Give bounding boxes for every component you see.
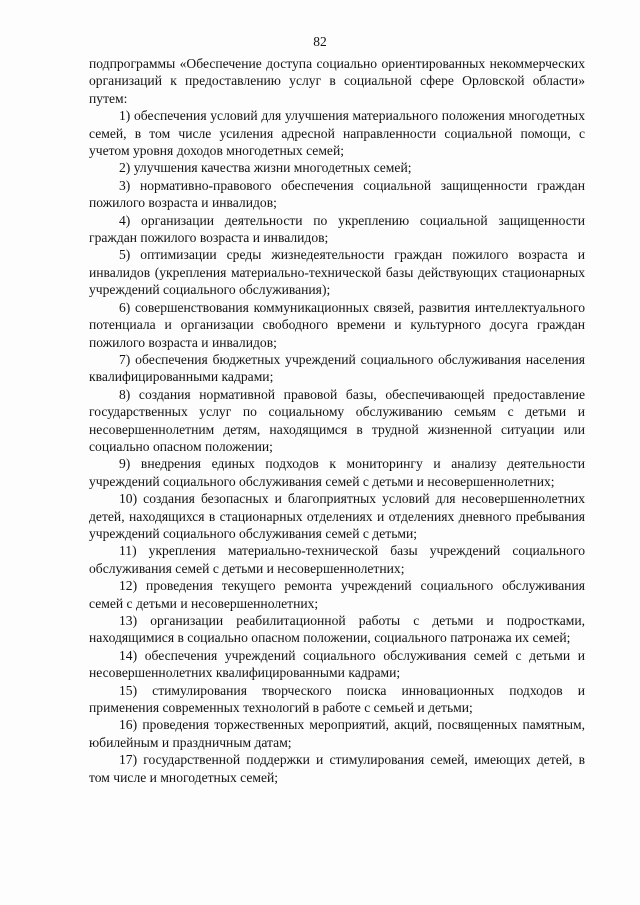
list-item: 2) улучшения качества жизни многодетных семей; xyxy=(119,160,412,176)
list-item: 10) создания безопасных и благоприятных условий для несовершеннолетних детей, находящихся в стационарных отделениях и отделениях дневного пребывания учреждений социального обслуживания семей с детьми; xyxy=(89,491,585,541)
list-item: 1) обеспечения условий для улучшения материального положения многодетных семей, в том числе усиления адресной направленности социальной помощи, с учетом уровня доходов многодетных семей; xyxy=(89,108,585,159)
page-number: 82 xyxy=(313,34,327,49)
list-item: 12) проведения текущего ремонта учреждений социального обслуживания семей с детьми и несовершеннолетних; xyxy=(89,578,585,611)
list-item: 3) нормативно-правового обеспечения социальной защищенности граждан пожилого возраста и инвалидов; xyxy=(89,177,585,211)
list-item: 6) совершенствования коммуникационных связей, развития интеллектуального потенциала и организации свободного времени и культурного досуга граждан пожилого возраста и инвалидов; xyxy=(89,299,585,350)
list-item: 17) государственной поддержки и стимулирования семей, имеющих детей, в том числе и многодетных семей; xyxy=(89,752,585,785)
list-item: 9) внедрения единых подходов к мониторингу и анализу деятельности учреждений социального обслуживания семей с детьми и несовершеннолетних; xyxy=(89,456,585,489)
list-item: 15) стимулирования творческого поиска инновационных подходов и применения современных технологий в работе с семьей и детьми; xyxy=(89,682,585,716)
list-item: 8) создания нормативной правовой базы, обеспечивающей предоставление государственных услуг по социальному обслуживанию семьям с детьми и несовершеннолетним детям, находящимся в трудной жизненной ситуации или социально опасном положении; xyxy=(89,386,585,454)
list-item: 4) организации деятельности по укреплению социальной защищенности граждан пожилого возраста и инвалидов; xyxy=(89,212,585,246)
list-item: 5) оптимизации среды жизнедеятельности граждан пожилого возраста и инвалидов (укрепления материально-технической базы действующих стационарных учреждений социального обслуживания); xyxy=(89,247,585,298)
list-item: 16) проведения торжественных мероприятий, акций, посвященных памятным, юбилейным и праздничным датам; xyxy=(89,717,585,750)
list-item: 11) укрепления материально-технической базы учреждений социального обслуживания семей с детьми и несовершеннолетних; xyxy=(89,543,585,576)
list-item: 7) обеспечения бюджетных учреждений социального обслуживания населения квалифицированными кадрами; xyxy=(89,351,585,385)
list-item: 13) организации реабилитационной работы с детьми и подростками, находящимися в социально опасном положении, социального патронажа их семей; xyxy=(89,613,585,646)
document-body xyxy=(89,55,585,786)
intro-paragraph: подпрограммы «Обеспечение доступа социально ориентированных некоммерческих организаций к предоставлению услуг в социальной сфере Орловской области» путем: xyxy=(89,56,585,106)
list-item: 14) обеспечения учреждений социального обслуживания семей с детьми и несовершеннолетних квалифицированными кадрами; xyxy=(89,647,585,681)
